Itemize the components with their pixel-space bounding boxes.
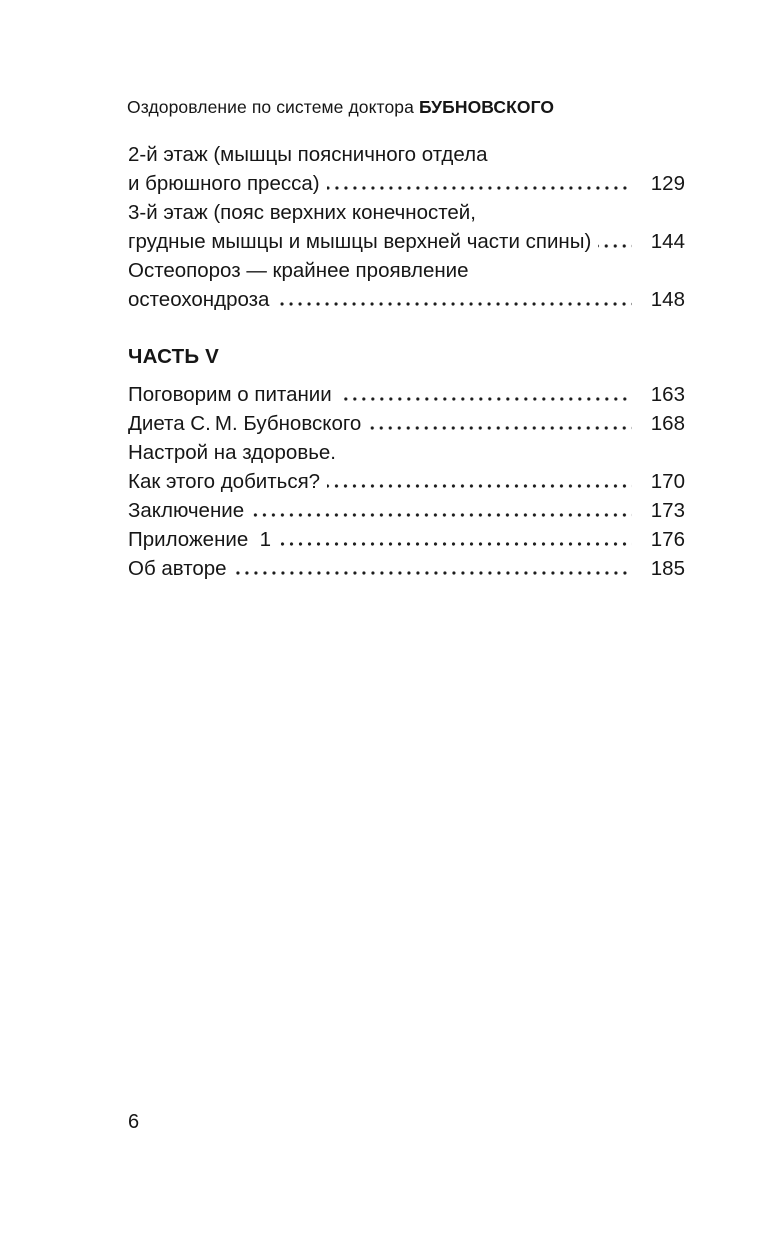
toc-entry-text: Заключение bbox=[128, 499, 245, 522]
toc-entry-text: грудные мышцы и мышцы верхней части спины) bbox=[128, 230, 592, 253]
toc-entry-line bbox=[128, 554, 685, 583]
toc-entry-text: 3-й этаж (пояс верхних конечностей, bbox=[128, 201, 476, 224]
table-of-contents bbox=[128, 140, 685, 583]
toc-leader-dots bbox=[368, 426, 632, 430]
toc-entry-line bbox=[128, 409, 685, 438]
toc-entry-line bbox=[128, 169, 685, 198]
toc-page-number: 148 bbox=[650, 288, 685, 311]
toc-page-number: 163 bbox=[650, 383, 685, 406]
toc-entry-line bbox=[128, 285, 685, 314]
toc-leader-dots bbox=[234, 571, 632, 575]
toc-entry-line bbox=[128, 227, 685, 256]
toc-entry-text: Поговорим о питании bbox=[128, 383, 332, 406]
toc-entry-line bbox=[128, 380, 685, 409]
toc-page-number: 168 bbox=[650, 412, 685, 435]
toc-entry-text: 2-й этаж (мышцы поясничного отдела bbox=[128, 143, 488, 166]
toc-entry-line bbox=[128, 256, 685, 285]
toc-entry-text: Настрой на здоровье. bbox=[128, 441, 336, 464]
toc-entry-line bbox=[128, 198, 685, 227]
toc-page-number: 185 bbox=[650, 557, 685, 580]
toc-entry-text: Приложение 1 bbox=[128, 528, 272, 551]
toc-entry-line bbox=[128, 438, 685, 467]
toc-entry-text: Диета С. М. Бубновского bbox=[128, 412, 362, 435]
toc-entry-text: остеохондроза bbox=[128, 288, 270, 311]
toc-section-heading: ЧАСТЬ V bbox=[128, 345, 220, 368]
toc-entry-line bbox=[128, 496, 685, 525]
toc-entry-text: и брюшного пресса) bbox=[128, 172, 320, 195]
toc-leader-dots bbox=[251, 513, 632, 517]
toc-page-number: 176 bbox=[650, 528, 685, 551]
toc-page-number: 144 bbox=[650, 230, 685, 253]
toc-page-number: 170 bbox=[650, 470, 685, 493]
running-head-bold: БУБНОВСКОГО bbox=[418, 97, 555, 117]
toc-page-number: 129 bbox=[650, 172, 685, 195]
toc-entry-line bbox=[128, 140, 685, 169]
toc-entry-text: Об авторе bbox=[128, 557, 227, 580]
toc-entry-line bbox=[128, 467, 685, 496]
toc-leader-dots bbox=[278, 542, 632, 546]
running-head-regular: Оздоровление по системе доктора bbox=[127, 97, 419, 117]
toc-leader-dots bbox=[276, 302, 632, 306]
toc-leader-dots bbox=[339, 397, 632, 401]
toc-entry-text: Как этого добиться? bbox=[128, 470, 321, 493]
toc-entry-line bbox=[128, 525, 685, 554]
running-head bbox=[127, 97, 554, 117]
toc-leader-dots bbox=[327, 186, 632, 190]
toc-entry-text: Остеопороз — крайнее проявление bbox=[128, 259, 469, 282]
folio-page-number: 6 bbox=[128, 1111, 140, 1133]
toc-leader-dots bbox=[327, 484, 632, 488]
toc-leader-dots bbox=[598, 244, 632, 248]
toc-page-number: 173 bbox=[650, 499, 685, 522]
